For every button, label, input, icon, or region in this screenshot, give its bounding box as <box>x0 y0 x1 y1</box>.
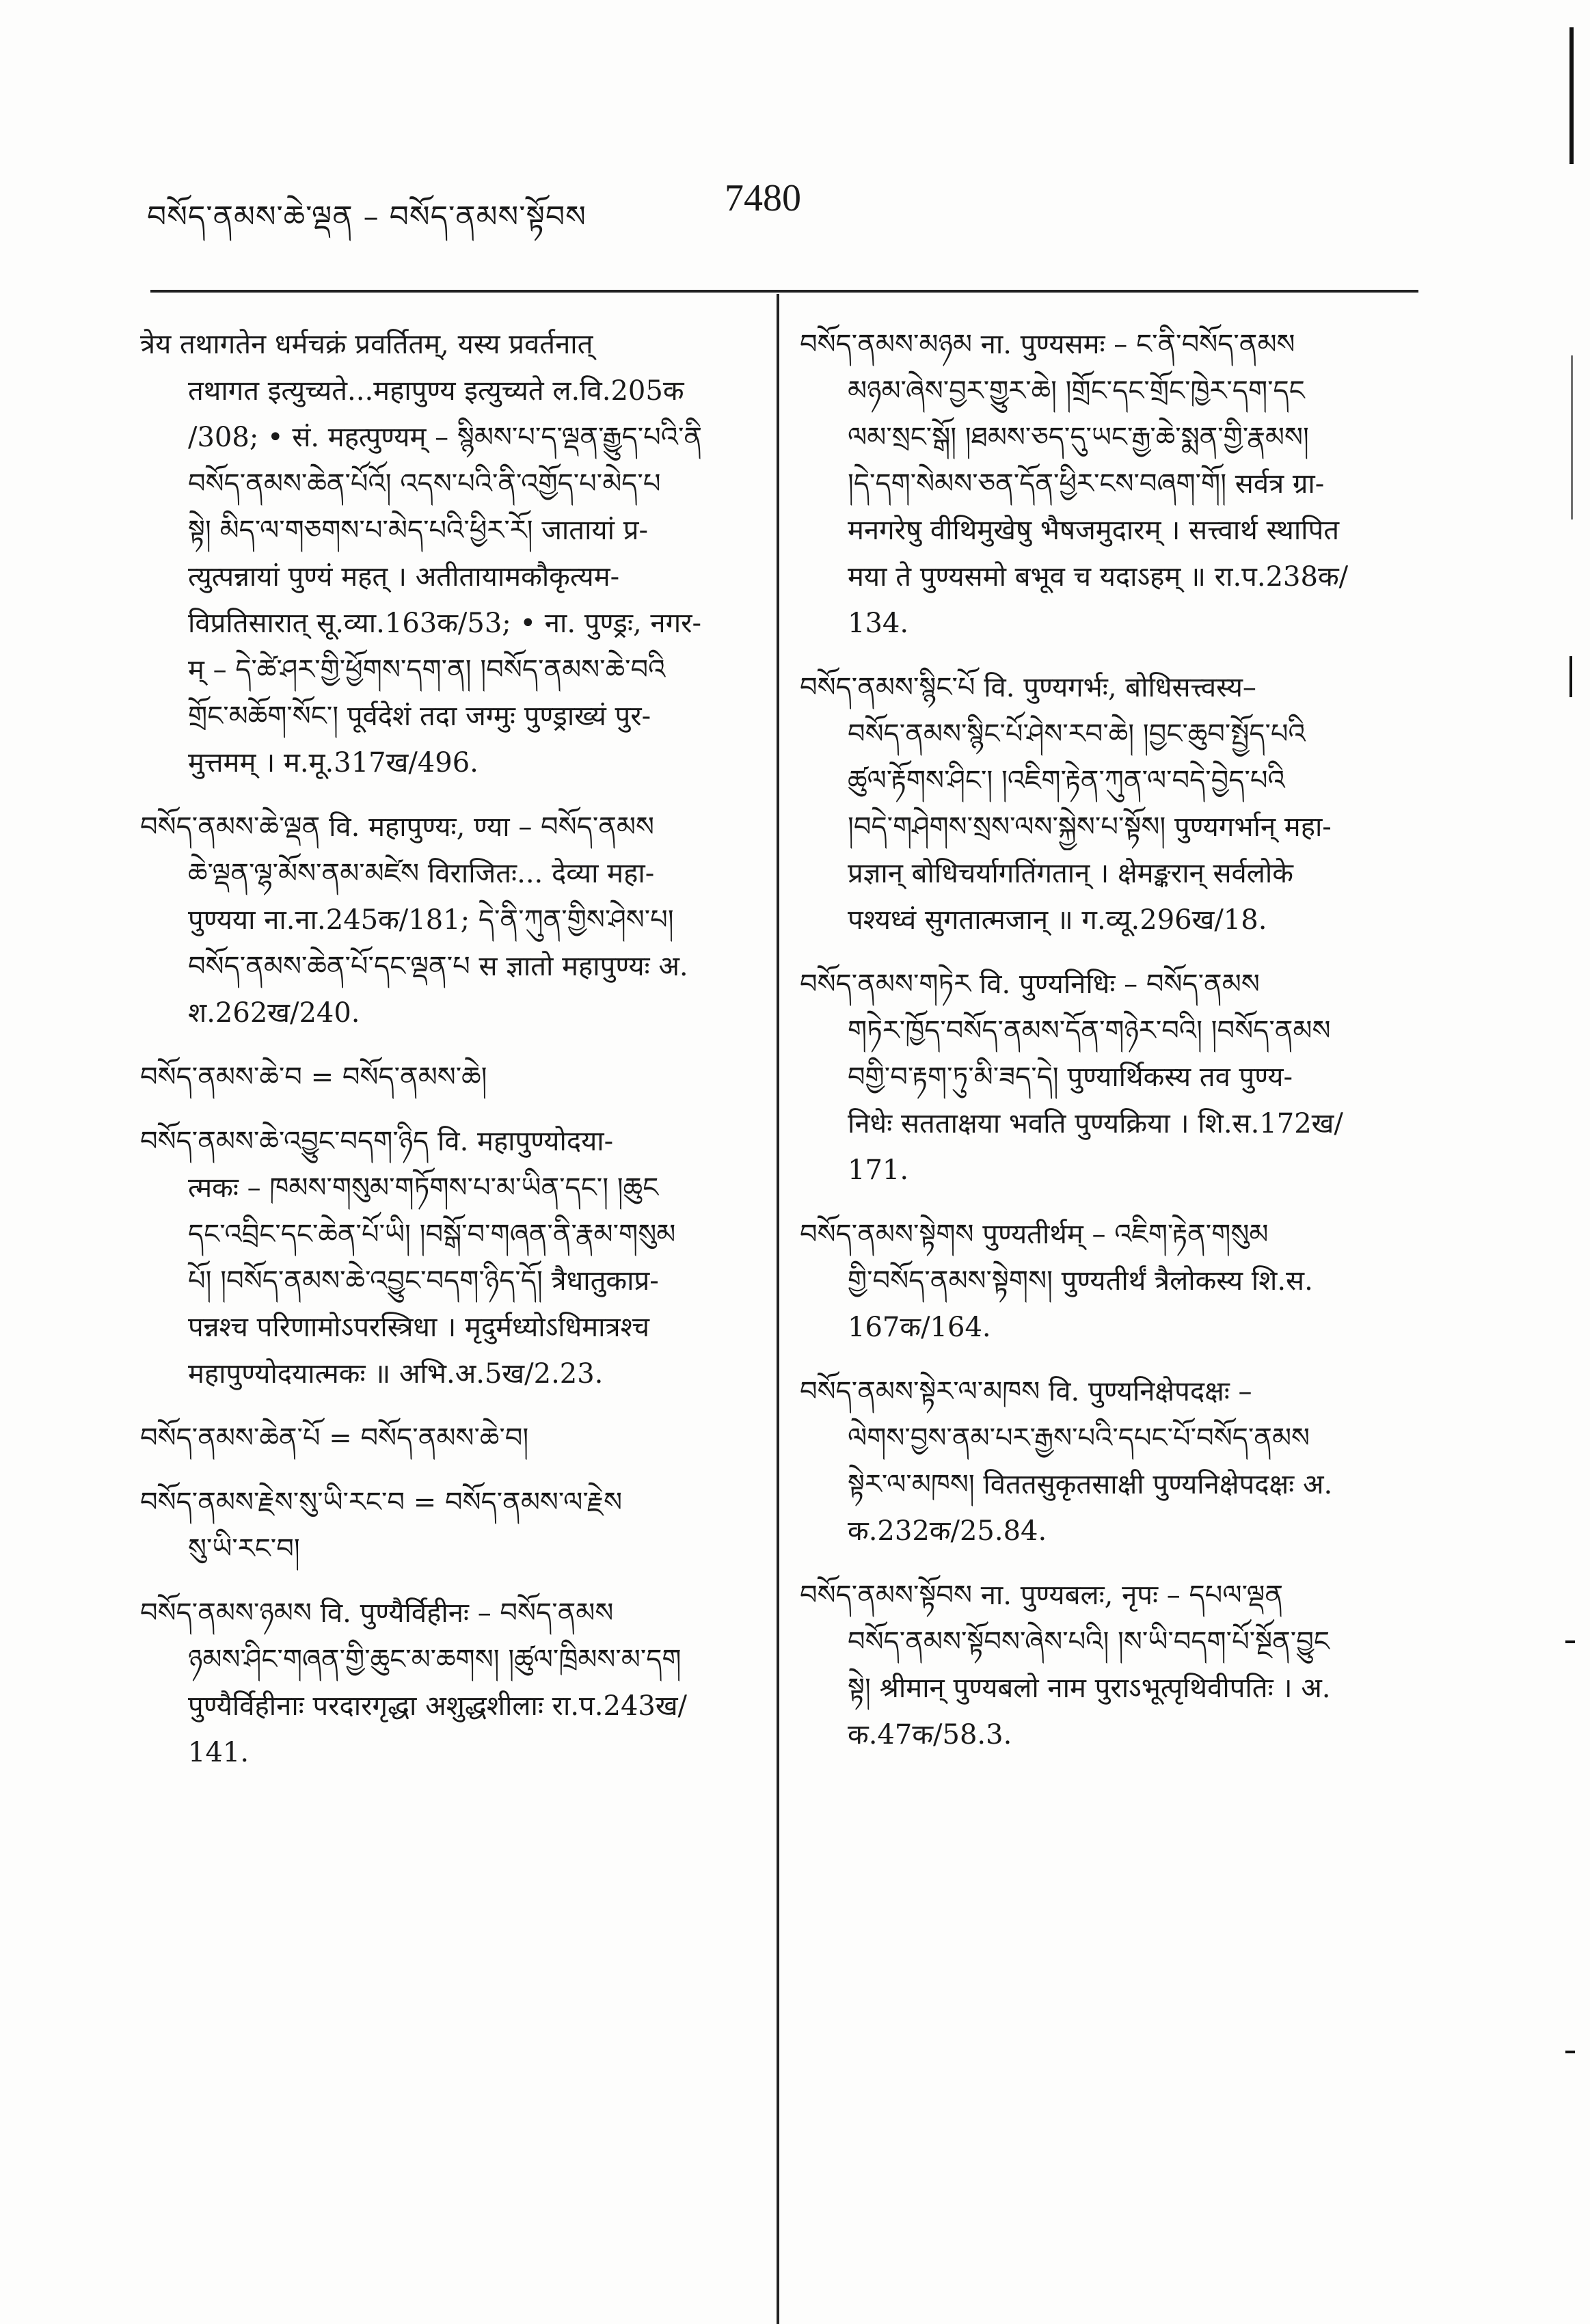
entry-line: महापुण्योदयात्मकः ॥ अभि.अ.5ख/2.23. <box>188 1358 604 1390</box>
entry-headline: བསོད་ནམས་རྗེས་སུ་ཡི་རང་བ = བསོད་ནམས་ལ་རྗེས <box>140 1487 623 1518</box>
entry-headline: བསོད་ནམས་སྙིང་པོ वि. पुण्यगर्भः, बोधिसत्त्वस्य– <box>800 672 1256 703</box>
entry-headline: བསོད་ནམས་སྟོབས ना. पुण्यबलः, नृपः – དཔལ་ལྡན <box>800 1580 1284 1611</box>
entry-line: སུ་ཡི་རང་བ། <box>188 1533 300 1565</box>
entry-line: त्मकः – ཁམས་གསུམ་གཏོགས་པ་མ་ཡིན་དང་། །ཆུང <box>188 1172 659 1204</box>
dictionary-entry <box>800 664 1401 943</box>
entry-headline: བསོད་ནམས་ཉམས वि. पुण्यैर्विहीनः – བསོད་ནམས <box>140 1597 614 1629</box>
entry-line: བསོད་ནམས་ཆེན་པོའོ། འདས་པའི་ནི་འགྱོད་པ་མེད་པ <box>188 468 661 500</box>
entry-line: /308; • सं. महत्पुण्यम् – སྙིམས་པ་ད་ལྡན་རྒྱུད་པའི་ནི <box>188 422 703 453</box>
entry-line: प्रज्ञान् बोधिचर्यागतिंगतान् । क्षेमङ्करान् सर्वलोके <box>848 858 1293 889</box>
column-divider <box>777 294 779 2324</box>
entry-line: ལམ་སྲང་སྒོ། །ཐམས་ཅད་དུ་ཡང་རྒྱ་ཆེ་སྨན་གྱི་རྣམས། <box>848 422 1309 453</box>
entry-line: །བདེ་གཤེགས་སྲས་ལས་སྐྱེས་པ་སྟོས། पुण्यगर्भान् महा- <box>848 811 1332 843</box>
entry-line: བགྱི་བ་རྟག་ཏུ་མི་ཟད་དེ། पुण्यार्थिकस्य तव पुण्य- <box>848 1062 1293 1093</box>
entry-line: तथागत इत्युच्यते...महापुण्य इत्युच्यते ल.वि.205क <box>188 375 684 407</box>
entry-line: निधेः सतताक्षया भवति पुण्यक्रिया । शि.स.172ख/ <box>848 1108 1343 1139</box>
entry-line: སྟེར་ལ་མཁས། विततसुकृतसाक्षी पुण्यनिक्षेपदक्षः अ. <box>848 1469 1333 1500</box>
entry-line: ཚུལ་རྟོགས་ཤིང་། །འཇིག་རྟེན་ཀུན་ལ་བདེ་བྱེད་པའི <box>848 765 1285 796</box>
entry-line: པོ། །བསོད་ནམས་ཆེ་འབྱུང་བདག་ཉིད་དོ། त्रैधातुकाप्र- <box>188 1265 659 1297</box>
entry-headline: བསོད་ནམས་སྟེར་ལ་མཁས वि. पुण्यनिक्षेपदक्षः – <box>800 1376 1252 1407</box>
scan-edge-mark <box>1565 2051 1575 2053</box>
left-column <box>140 321 742 1794</box>
entry-line: བསོད་ནམས་སྟོབས་ཞེས་པའི། །ས་ཡི་བདག་པོ་སྔོན་བྱུང <box>848 1626 1330 1658</box>
entry-headline: བསོད་ནམས་ཆེ་ལྡན वि. महापुण्यः, ण्या – བསོད་ནམས <box>140 811 655 843</box>
entry-line: མཉམ་ཞེས་བྱར་གྱུར་ཆེ། །གྲོང་དང་གྲོང་ཁྱེར་དག་དང <box>848 375 1305 407</box>
entry-line: 134. <box>848 608 909 639</box>
entry-line: क.232क/25.84. <box>848 1515 1047 1547</box>
entry-line: སྟེ། མིད་ལ་གཅགས་པ་མེད་པའི་ཕྱིར་རོ། जातायां प्र- <box>188 515 648 546</box>
entry-headline: བསོད་ནམས་སྟེགས पुण्यतीर्थम् – འཇིག་རྟེན་གསུམ <box>800 1219 1269 1250</box>
running-header: བསོད་ནམས་ཆེ་ལྡན – བསོད་ནམས་སྟོབས <box>147 200 587 234</box>
entry-line: གྱི་བསོད་ནམས་སྟེགས། पुण्यतीर्थं त्रैलोकस्य शि.स. <box>848 1265 1313 1297</box>
scan-edge-mark <box>1571 355 1573 519</box>
entry-line: ཆེ་ལྡན་ལྷ་མོས་ནམ་མཛེས विराजितः... देव्या महा- <box>188 858 655 889</box>
entry-line: पुण्यया ना.ना.245क/181; དེ་ནི་ཀུན་གྱིས་ཤེས་པ། <box>188 904 674 936</box>
entry-line: གྲོང་མཆོག་སོང་། पूर्वदेशं तदा जग्मुः पुण्ड्राख्यं पुर- <box>188 701 651 732</box>
entry-headline: བསོད་ནམས་གཏེར वि. पुण्यनिधिः – བསོད་ནམས <box>800 969 1260 1000</box>
header-rule <box>150 290 1418 293</box>
dictionary-entry <box>140 1590 742 1776</box>
dictionary-entry <box>140 1415 742 1461</box>
entry-line: 167क/164. <box>848 1312 991 1343</box>
entry-line: །དེ་དག་སེམས་ཅན་དོན་ཕྱིར་ངས་བཞག་གོ། सर्वत्र ग्रा- <box>848 468 1325 500</box>
entry-headline: བསོད་ནམས་ཆེན་པོ = བསོད་ནམས་ཆེ་བ། <box>140 1422 529 1454</box>
entry-line: དང་འབྲིང་དང་ཆེན་པོ་ཡི། །བསྒོ་བ་གཞན་ནི་རྣམ་གསུམ <box>188 1219 676 1250</box>
entry-line: पन्नश्च परिणामोऽपरस्त्रिधा । मृदुर्मध्योऽधिमात्रश्च <box>188 1312 650 1343</box>
entry-headline: त्रेय तथागतेन धर्मचक्रं प्रवर्तितम्, यस्य प्रवर्तनात् <box>140 329 593 360</box>
dictionary-entry <box>800 321 1401 647</box>
entry-line: श.262ख/240. <box>188 997 360 1029</box>
scan-edge-mark <box>1565 1640 1575 1643</box>
dictionary-entry <box>140 321 742 786</box>
dictionary-entry <box>140 1054 742 1100</box>
dictionary-entry <box>800 1368 1401 1554</box>
entry-line: म् – དེ་ཚེ་ཤར་གྱི་ཕྱོགས་དག་ན། །བསོད་ནམས་ཆེ་བའི <box>188 654 666 686</box>
entry-line: བསོད་ནམས་སྙིང་པོ་ཤེས་རབ་ཆེ། །བྱང་ཆུབ་སྤྱོད་པའི <box>848 718 1306 750</box>
entry-line: 141. <box>188 1737 250 1768</box>
entry-line: སྟེ། श्रीमान् पुण्यबलो नाम पुराऽभूत्पृथिवीपतिः । अ. <box>848 1673 1331 1704</box>
dictionary-entry <box>140 804 742 1036</box>
entry-headline: བསོད་ནམས་ཆེ་བ = བསོད་ནམས་ཆེ། <box>140 1062 487 1093</box>
entry-headline: བསོད་ནམས་ཆེ་འབྱུང་བདག་ཉིད वि. महापुण्योदया- <box>140 1126 614 1157</box>
entry-line: ཉམས་ཤིང་གཞན་གྱི་ཆུང་མ་ཆགས། །ཚུལ་ཁྲིམས་མ་དག <box>188 1644 682 1675</box>
entry-line: क.47क/58.3. <box>848 1719 1012 1751</box>
entry-line: གཏེར་ཁྱོད་བསོད་ནམས་དོན་གཉེར་བའི། །བསོད་ནམས <box>848 1015 1331 1046</box>
entry-line: བསོད་ནམས་ཆེན་པོ་དང་ལྡན་པ स ज्ञातो महापुण्यः अ. <box>188 951 688 982</box>
entry-line: मुत्तमम् । म.मू.317ख/496. <box>188 747 479 779</box>
dictionary-entry <box>800 961 1401 1193</box>
entry-line: मनगरेषु वीथिमुखेषु भैषजमुदारम् । सत्त्वार्थ स्थापित <box>848 515 1340 546</box>
entry-line: 171. <box>848 1154 909 1186</box>
entry-headline: བསོད་ནམས་མཉམ ना. पुण्यसमः – ང་ནི་བསོད་ནམས <box>800 329 1295 360</box>
entry-line: पुण्यैर्विहीनाः परदारगृद्धा अशुद्धशीलाः रा.प.243ख/ <box>188 1690 688 1722</box>
dictionary-entry <box>800 1211 1401 1351</box>
dictionary-entry <box>140 1118 742 1397</box>
entry-line: त्युत्पन्नायां पुण्यं महत् । अतीतायामकौकृत्यम- <box>188 561 620 593</box>
dictionary-entry <box>800 1572 1401 1758</box>
scan-edge-mark <box>1569 656 1572 697</box>
right-column <box>800 321 1401 1776</box>
entry-line: पश्यध्वं सुगतात्मजान् ॥ ग.व्यू.296ख/18. <box>848 904 1267 936</box>
entry-line: विप्रतिसारात् सू.व्या.163क/53; • ना. पुण्ड्रः, नगर- <box>188 608 702 639</box>
entry-line: ལེགས་བྱས་ནམ་པར་རྒྱས་པའི་དཔང་པོ་བསོད་ནམས <box>848 1422 1310 1454</box>
dictionary-entry <box>140 1479 742 1572</box>
page-number: 7480 <box>725 177 801 219</box>
scan-edge-mark <box>1569 27 1574 164</box>
entry-line: मया ते पुण्यसमो बभूव च यदाऽहम् ॥ रा.प.238क/ <box>848 561 1349 593</box>
